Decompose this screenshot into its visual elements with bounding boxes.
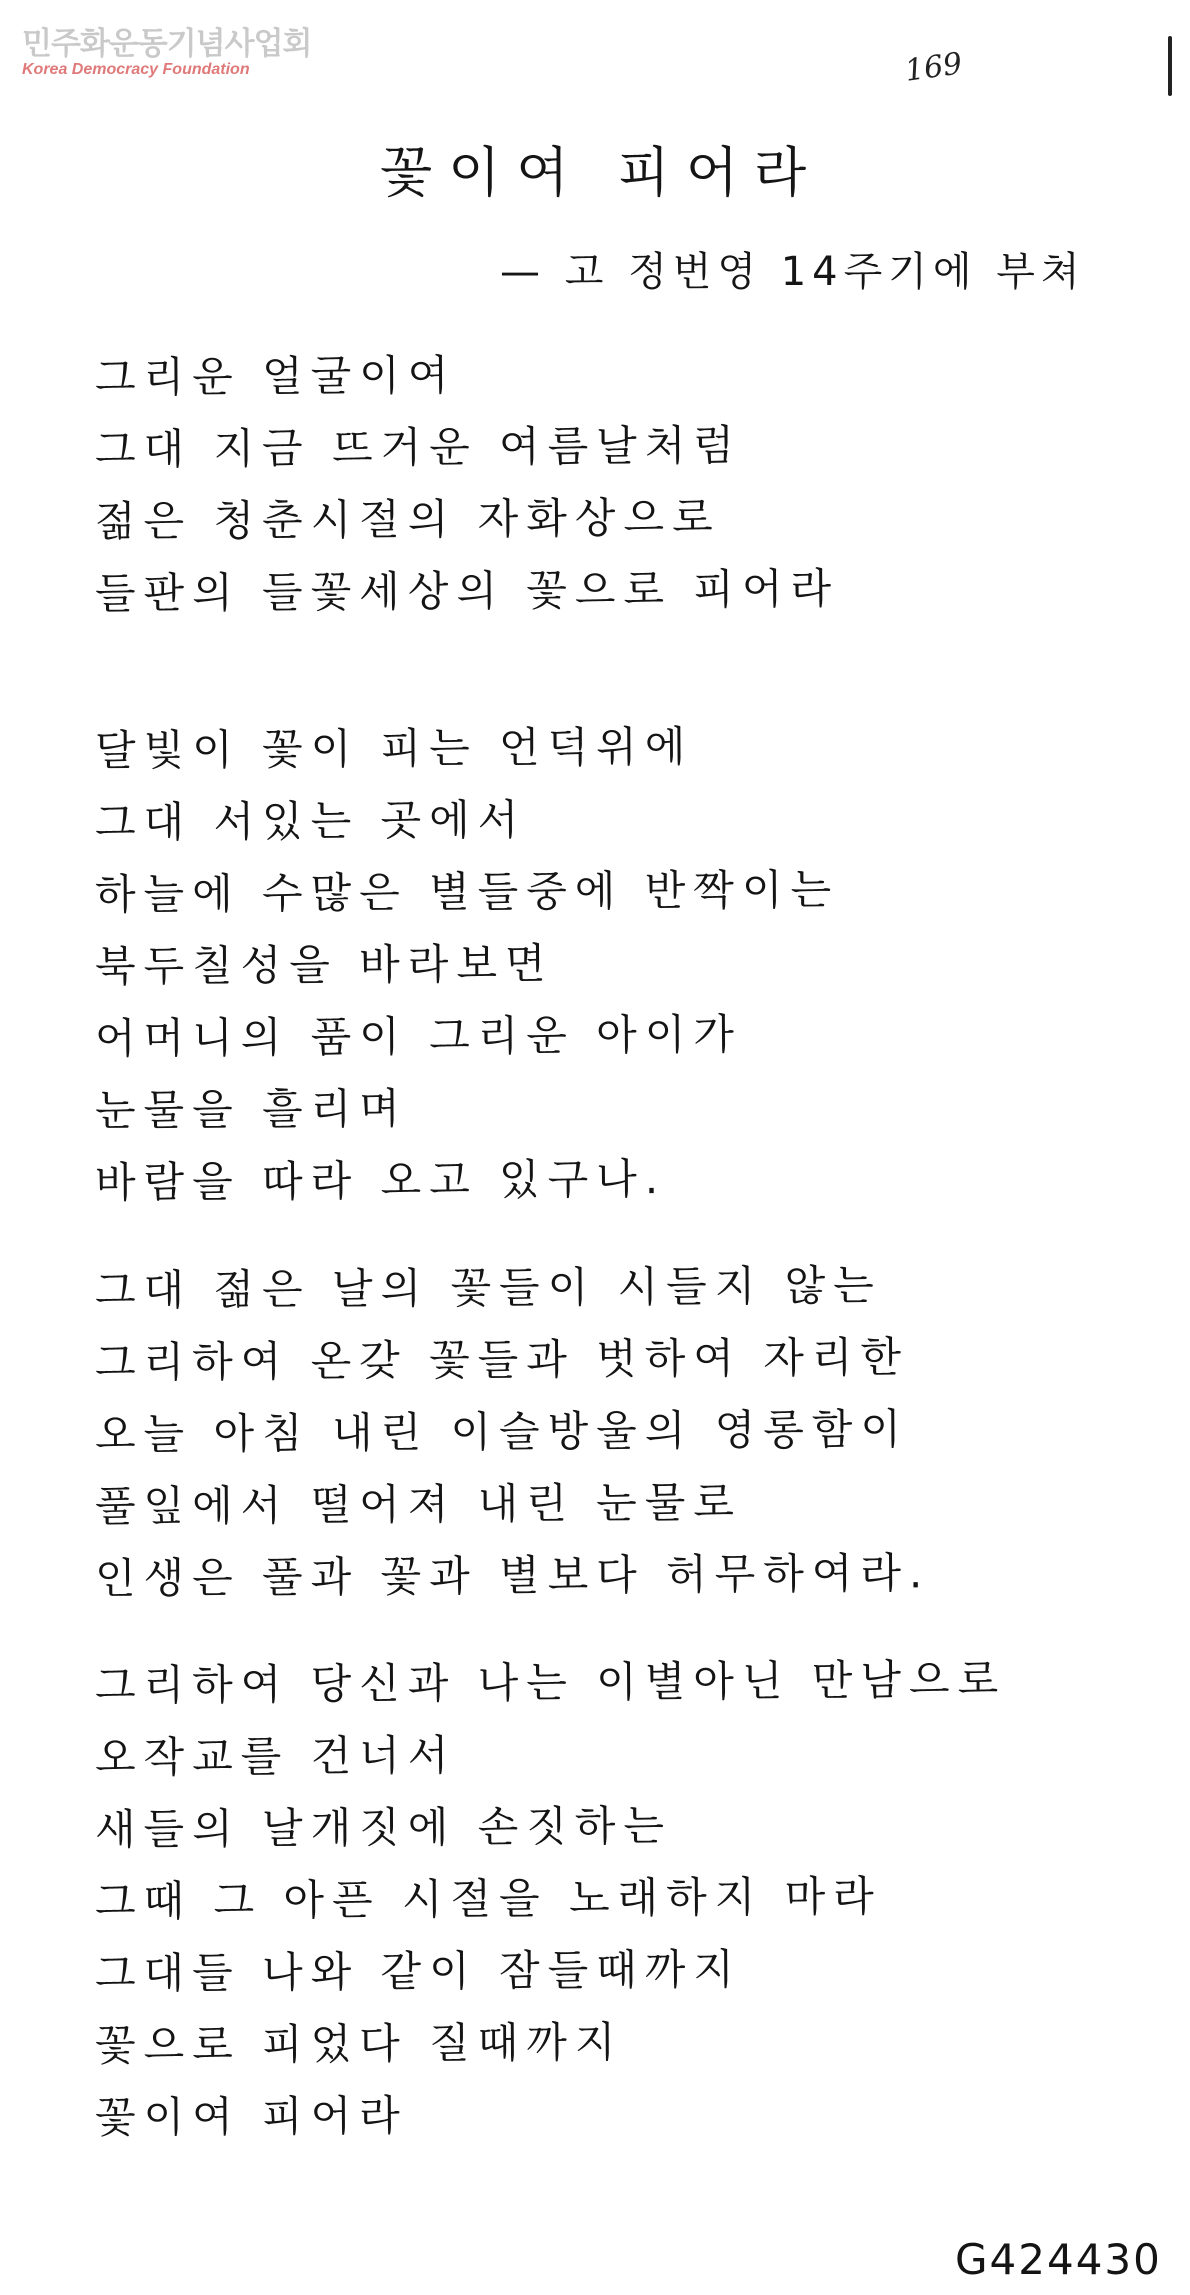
verse-line: 북두칠성을 바라보면 [94,938,554,991]
verse-line: 젊은 청춘시절의 자화상으로 [94,492,721,546]
verse-line: 하늘에 수많은 별들중에 반짝이는 [94,864,840,919]
verse-line: 눈물을 흘리며 [94,1083,408,1135]
poem-dedication: — 고 정번영 14주기에 부쳐 [500,249,1086,295]
verse-line: 어머니의 품이 그리운 아이가 [94,1009,743,1063]
foundation-watermark-logo [22,18,322,88]
stanza-3 [95,1255,1095,1615]
verse-line: 꽃이여 피어라 [94,2090,408,2142]
stanza-1 [95,342,1095,630]
verse-line: 그리하여 당신과 나는 이별아닌 만남으로 [94,1654,1007,1710]
verse-line: 그대들 나와 같이 잠들때까지 [94,1944,743,1998]
verse-line: 그리운 얼굴이여 [94,350,457,402]
stanza-4 [95,1650,1095,2154]
page-number: 169 [902,46,965,89]
verse-line: 그리하여 온갖 꽃들과 벗하여 자리한 [94,1332,910,1387]
verse-line: 오작교를 건너서 [94,1730,457,1782]
verse-line: 오늘 아침 내린 이슬방울의 영롱함이 [94,1404,910,1459]
verse-line: 바람을 따라 오고 있구나. [94,1154,667,1207]
verse-line: 들판의 들꽃세상의 꽃으로 피어라 [94,563,840,618]
watermark-korean-text: 민주화운동기념사업회 [22,26,312,62]
document-id: G424430 [955,2235,1162,2284]
stanza-2 [95,715,1095,1219]
verse-line: 인생은 풀과 꽃과 별보다 허무하여라. [94,1548,931,1603]
watermark-english-text: Korea Democracy Foundation [22,61,250,78]
verse-line: 그대 젊은 날의 꽃들이 시들지 않는 [94,1260,882,1315]
verse-line: 꽃으로 피었다 질때까지 [94,2017,624,2070]
verse-line: 그때 그 아픈 시절을 노래하지 마라 [94,1871,882,1926]
verse-line: 그대 서있는 곳에서 [94,794,527,847]
verse-line: 풀잎에서 떨어져 내린 눈물로 [94,1477,743,1531]
verse-line: 그대 지금 뜨거운 여름날처럼 [94,420,743,474]
poem-title: 꽃이여 피어라 [380,141,823,204]
verse-line: 달빛이 꽃이 피는 언덕위에 [94,721,694,775]
margin-mark [1168,36,1172,96]
verse-line: 새들의 날개짓에 손짓하는 [94,1800,673,1854]
